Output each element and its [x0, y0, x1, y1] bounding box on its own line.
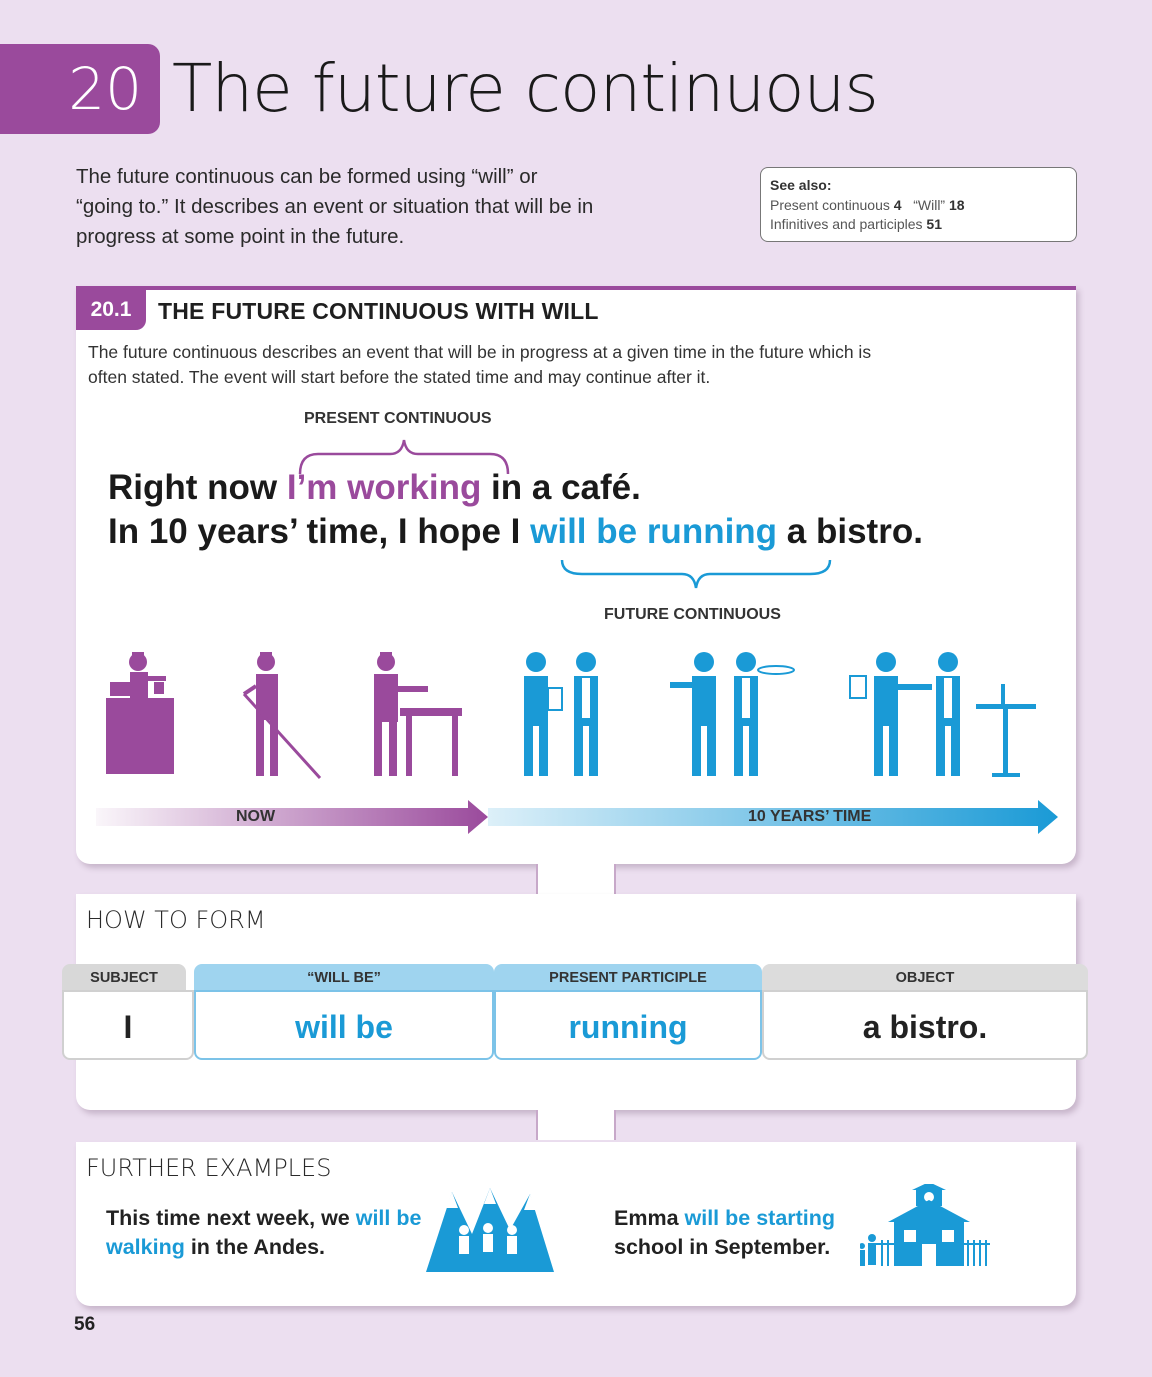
- subject-piece: I: [62, 990, 194, 1060]
- see-also-link[interactable]: “Will”: [913, 196, 946, 213]
- panel-connector: [536, 864, 616, 894]
- hikers-mountains-icon: [426, 1184, 554, 1272]
- see-also-link[interactable]: Present continuous: [770, 196, 890, 213]
- present-participle-piece: running: [494, 990, 762, 1060]
- how-to-form-title: HOW TO FORM: [86, 906, 266, 934]
- see-also-page: 4: [893, 196, 902, 213]
- section-title: THE FUTURE CONTINUOUS WITH WILL: [158, 298, 599, 324]
- cafe-worker-mopping-icon: [244, 652, 320, 778]
- see-also-box: [760, 167, 1077, 242]
- page-number: 56: [74, 1314, 96, 1335]
- example-sentence-future: In 10 years’ time, I hope I will be running a bistro.: [108, 512, 923, 551]
- future-continuous-label: FUTURE CONTINUOUS: [604, 606, 781, 623]
- page-title: The future continuous: [172, 50, 878, 127]
- present-participle-tab: PRESENT PARTICIPLE: [494, 964, 762, 992]
- see-also-page: 18: [948, 196, 965, 213]
- see-also-heading: See also:: [770, 177, 832, 193]
- timeline-now-label: NOW: [236, 808, 276, 825]
- timeline-illustration: [96, 646, 1056, 786]
- object-tab: OBJECT: [762, 964, 1088, 992]
- section-description: The future continuous describes an event that will be in progress at a given time in the future which is often stated. The event will start before the stated time and may continue after it.: [88, 342, 872, 387]
- section-number: 20.1: [76, 290, 146, 330]
- see-also-line-2: [770, 215, 1067, 235]
- school-building-icon: [860, 1184, 996, 1274]
- further-examples-title: FURTHER EXAMPLES: [86, 1154, 332, 1182]
- highlight-present: I’m working: [286, 468, 482, 507]
- see-also-line-1: [770, 196, 1067, 216]
- further-example-2: Emma will be starting school in September.: [614, 1206, 836, 1259]
- section-panel: [76, 286, 1076, 864]
- subject-tab: SUBJECT: [62, 964, 186, 992]
- waiter-with-tray-icon: [670, 652, 794, 776]
- intro-text: The future continuous can be formed using “will” or “going to.” It describes an event or situation that will be in progress at some point in the future.: [76, 165, 594, 248]
- further-examples-panel: [76, 1142, 1076, 1306]
- cafe-worker-counter-icon: [106, 652, 174, 774]
- see-also-page: 51: [926, 216, 942, 232]
- timeline-future-label: 10 YEARS’ TIME: [748, 808, 872, 825]
- how-to-form-panel: [76, 894, 1076, 1110]
- example-sentence-present: Right now I’m working in a café.: [108, 468, 641, 507]
- cafe-worker-wiping-table-icon: [374, 652, 462, 776]
- will-be-tab: “WILL BE”: [194, 964, 494, 992]
- further-example-1: This time next week, we will be walking in the Andes.: [106, 1206, 422, 1259]
- present-continuous-label: PRESENT CONTINUOUS: [304, 410, 492, 427]
- panel-connector: [536, 1110, 616, 1140]
- waiters-with-menus-icon: [524, 652, 598, 776]
- will-be-piece: will be: [194, 990, 494, 1060]
- see-also-link[interactable]: Infinitives and participles: [770, 216, 923, 232]
- highlight-future: will be running: [530, 512, 778, 551]
- chapter-number: 20: [0, 44, 160, 134]
- future-bracket-icon: [560, 558, 832, 592]
- waiter-lighting-candle-icon: [850, 652, 1036, 777]
- object-piece: a bistro.: [762, 990, 1088, 1060]
